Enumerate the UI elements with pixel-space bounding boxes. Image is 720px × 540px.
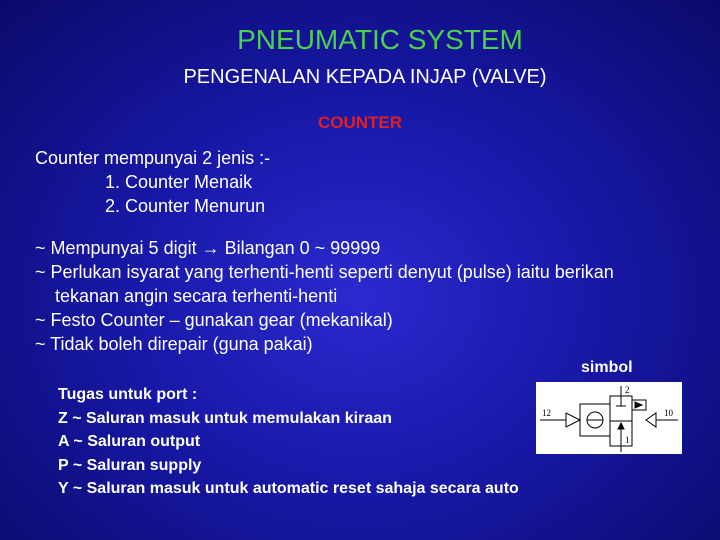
intro-block: [35, 146, 270, 218]
slide-subtitle: PENGENALAN KEPADA INJAP (VALVE): [183, 66, 547, 88]
tasks-heading: Tugas untuk port :: [58, 386, 198, 403]
valve-symbol-drawing: [536, 382, 682, 454]
feature-item: ~ Mempunyai 5 digit → Bilangan 0 ~ 99999: [35, 238, 381, 258]
intro-item: 1. Counter Menaik: [105, 172, 253, 192]
feature-item: ~ Perlukan isyarat yang terhenti-henti seperti denyut (pulse) iaitu berikan: [35, 262, 614, 282]
slide-title: PNEUMATIC SYSTEM: [237, 24, 523, 55]
symbol-label: simbol: [581, 359, 633, 376]
section-heading: COUNTER: [317, 113, 403, 132]
task-item: Z ~ Saluran masuk untuk memulakan kiraan: [58, 409, 392, 427]
port-tasks-list: [58, 383, 519, 501]
feature-item: ~ Tidak boleh direpair (guna pakai): [35, 334, 313, 354]
intro-item: 2. Counter Menurun: [105, 196, 266, 216]
port-label-10: 10: [664, 408, 673, 418]
features-list: [35, 236, 614, 356]
port-label-12: 12: [542, 408, 551, 418]
feature-item: ~ Festo Counter – gunakan gear (mekanikal): [35, 310, 393, 330]
task-item: Y ~ Saluran masuk untuk automatic reset sahaja secara auto: [58, 480, 519, 497]
port-label-1: 1: [625, 435, 630, 445]
port-label-2: 2: [625, 385, 630, 395]
intro-lead: Counter mempunyai 2 jenis :-: [35, 148, 271, 168]
task-item: A ~ Saluran output: [58, 433, 201, 450]
counter-valve-symbol: [536, 382, 682, 454]
feature-item-continuation: tekanan angin secara terhenti-henti: [55, 286, 338, 306]
task-item: P ~ Saluran supply: [58, 456, 202, 474]
